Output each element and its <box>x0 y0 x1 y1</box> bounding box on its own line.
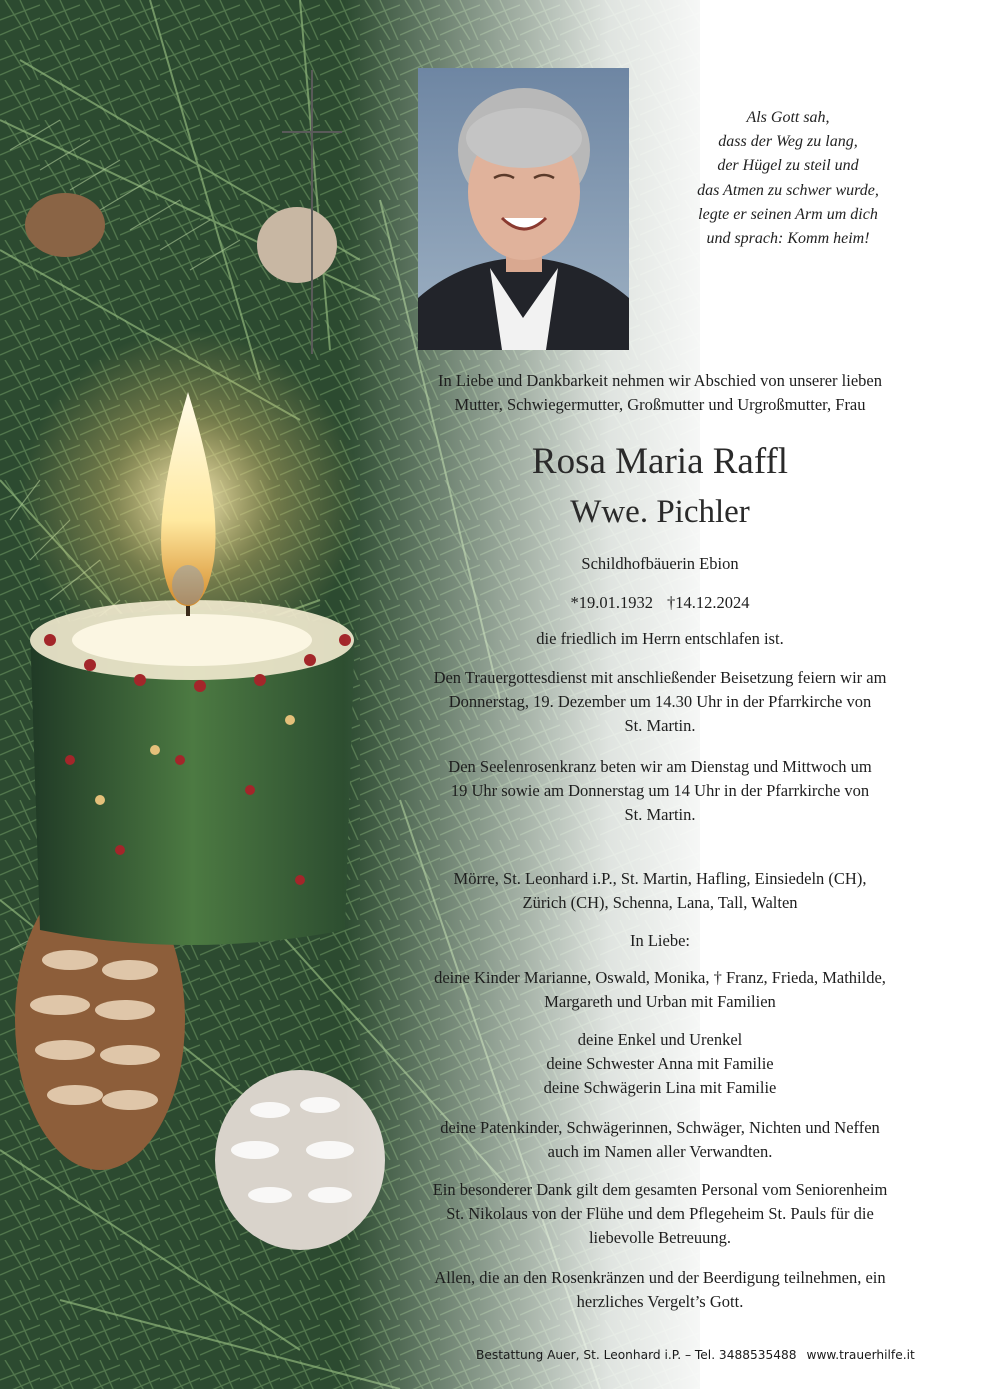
died-text: die friedlich im Herrn entschlafen ist. <box>536 629 784 648</box>
intro-line: Mutter, Schwiegermutter, Großmutter und Urgroßmutter, Frau <box>454 395 866 414</box>
deceased-title: Schildhofbäuerin Ebion <box>581 554 739 573</box>
poem-line: und sprach: Komm heim! <box>706 230 870 248</box>
deceased-name: Rosa Maria Raffl <box>531 441 789 482</box>
relatives-line: deine Schwägerin Lina mit Familie <box>543 1078 777 1097</box>
cross-vertical <box>311 70 313 354</box>
poem-line: legte er seinen Arm um dich <box>698 205 878 223</box>
rosary-line: 19 Uhr sowie am Donnerstag um 14 Uhr in der Pfarrkirche von <box>450 781 870 800</box>
relatives-paragraph <box>360 1028 960 1100</box>
godchildren-line: auch im Namen aller Verwandten. <box>547 1142 773 1161</box>
birth-date: *19.01.1932 <box>570 593 653 612</box>
poem-line: der Hügel zu steil und <box>717 157 859 175</box>
final-thanks-paragraph <box>360 1266 960 1314</box>
places-paragraph <box>360 867 960 915</box>
cross-horizontal <box>282 131 342 133</box>
poem-line: dass der Weg zu lang, <box>718 133 858 151</box>
funeral-company: Bestattung Auer, St. Leonhard i.P. – Tel. 3488535488 <box>476 1348 797 1362</box>
final-line: Allen, die an den Rosenkränzen und der Beerdigung teilnehmen, ein <box>434 1268 886 1287</box>
death-date: †14.12.2024 <box>667 593 750 612</box>
children-paragraph <box>360 966 960 1014</box>
funeral-service-paragraph <box>360 666 960 738</box>
thanks-line: Ein besonderer Dank gilt dem gesamten Personal vom Seniorenheim <box>432 1180 888 1199</box>
in-love-heading: In Liebe: <box>629 931 690 950</box>
places-line: Zürich (CH), Schenna, Lana, Tall, Walten <box>522 893 798 912</box>
poem-line: Als Gott sah, <box>746 109 830 126</box>
relatives-line: deine Schwester Anna mit Familie <box>546 1054 774 1073</box>
children-line: deine Kinder Marianne, Oswald, Monika, † Franz, Frieda, Mathilde, <box>434 968 886 987</box>
service-line: St. Martin. <box>624 716 696 735</box>
website-link[interactable]: www.trauerhilfe.it <box>806 1348 915 1362</box>
intro-line: In Liebe und Dankbarkeit nehmen wir Abschied von unserer lieben <box>438 371 882 390</box>
poem-line: das Atmen zu schwer wurde, <box>697 181 879 199</box>
thanks-line: liebevolle Betreuung. <box>588 1228 732 1247</box>
service-line: Donnerstag, 19. Dezember um 14.30 Uhr in der Pfarrkirche von <box>448 692 872 711</box>
intro-paragraph <box>360 369 960 417</box>
rosary-paragraph <box>360 755 960 827</box>
service-line: Den Trauergottesdienst mit anschließender Beisetzung feiern wir am <box>433 668 887 687</box>
rosary-line: St. Martin. <box>624 805 696 824</box>
final-line: herzliches Vergelt’s Gott. <box>576 1292 744 1311</box>
places-line: Mörre, St. Leonhard i.P., St. Martin, Hafling, Einsiedeln (CH), <box>453 869 867 888</box>
widow-name: Wwe. Pichler <box>570 494 750 530</box>
godchildren-line: deine Patenkinder, Schwägerinnen, Schwäger, Nichten und Neffen <box>440 1118 880 1137</box>
thanks-line: St. Nikolaus von der Flühe und dem Pflegeheim St. Pauls für die <box>446 1204 874 1223</box>
life-dates <box>360 591 960 615</box>
portrait-photo <box>418 68 629 350</box>
poem <box>638 106 938 251</box>
relatives-line: deine Enkel und Urenkel <box>577 1030 743 1049</box>
children-line: Margareth und Urban mit Familien <box>544 992 776 1011</box>
rosary-line: Den Seelenrosenkranz beten wir am Dienstag und Mittwoch um <box>448 757 872 776</box>
godchildren-paragraph <box>360 1116 960 1164</box>
footer <box>476 1348 956 1362</box>
thanks-paragraph <box>360 1178 960 1250</box>
